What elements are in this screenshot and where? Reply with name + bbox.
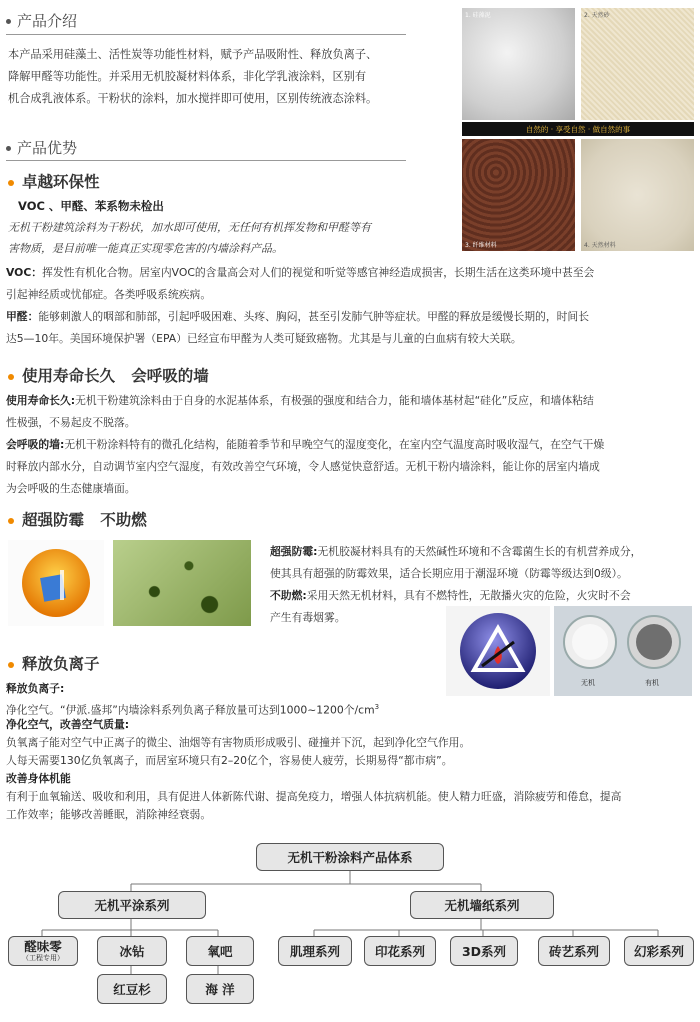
bullet-icon bbox=[6, 19, 11, 24]
eco-subtitle: VOC 、甲醛、苯系物未检出 bbox=[18, 199, 164, 213]
photo-sand: 2. 天然砂 bbox=[581, 8, 694, 120]
tree-node-iridescent: 幻彩系列 bbox=[624, 936, 694, 966]
orange-bullet-icon bbox=[8, 374, 14, 380]
divider bbox=[6, 34, 406, 35]
tree-root: 无机干粉涂料产品体系 bbox=[256, 843, 444, 871]
photo-fiber: 3. 纤维材料 bbox=[462, 139, 575, 251]
feature-title-ion: 释放负离子 bbox=[8, 652, 100, 674]
divider bbox=[6, 160, 406, 161]
tree-node-oxygen-bar: 氧吧 bbox=[186, 936, 254, 966]
material-photo-grid bbox=[462, 8, 694, 251]
tree-node-ice-drill: 冰钻 bbox=[97, 936, 167, 966]
bullet-icon bbox=[6, 146, 11, 151]
formaldehyde-text: 甲醛：能够刺激人的咽部和肺部，引起呼吸困难、头疼、胸闷，甚至引发肺气肿等症状。甲醛的释放是缓慢长期的，时间长 达5—10年。美国环境保护署（EPA）已经宣布甲醛为人类可疑致癌物。尤其是与儿童的白血病有较大关联。 bbox=[6, 310, 590, 345]
tree-node-yew: 红豆杉 bbox=[97, 974, 167, 1004]
no-fire-icon bbox=[446, 606, 550, 696]
tree-node-texture: 肌理系列 bbox=[278, 936, 352, 966]
tree-node-brick: 砖艺系列 bbox=[538, 936, 610, 966]
ion-text-bottom: 净化空气，改善空气质量: 负氧离子能对空气中正离子的微尘、油烟等有害物质形成吸引、碰撞并下沉，起到净化空气作用。 人每天需要130亿负氧离子，而居室环境只有2–20亿个，容易使人疲劳，长期易得“都市病”。 改善身体机能 有利于血氧输送、吸收和利用，具有促进人体新陈代谢、提高免疫力，增强人体抗病机能。使人精力旺盛，消除疲劳和倦怠，提高 工作效率；能够改善睡眠，消除神经衰弱。 bbox=[6, 718, 622, 821]
feature-title-eco: 卓越环保性 bbox=[8, 170, 100, 192]
tree-left-series: 无机平涂系列 bbox=[58, 891, 206, 919]
ion-text-top: 释放负离子: 净化空气。“伊派.盛邦”内墙涂料系列负离子释放量可达到1000~1200个$/cm^3$ bbox=[6, 682, 380, 717]
mold-photo bbox=[113, 540, 251, 626]
section-heading-intro: 产品介绍 bbox=[6, 10, 77, 31]
orange-bullet-icon bbox=[8, 518, 14, 524]
burn-compare-image: 无机 有机 bbox=[554, 606, 692, 696]
burn-test-icon bbox=[554, 606, 692, 696]
feature-title-mold: 超强防霉 不助燃 bbox=[8, 508, 147, 530]
intro-text: 本产品采用硅藻土、活性炭等功能性材料，赋予产品吸附性、释放负离子、 降解甲醛等功能性。并采用无机胶凝材料体系，非化学乳液涂料，区别有 机合成乳液体系。干粉状的涂料，加水搅拌即可使用，区别传统液态涂料。 bbox=[8, 48, 378, 105]
sun-shield-icon bbox=[8, 540, 104, 626]
eco-italic-text: 无机干粉建筑涂料为干粉状，加水即可使用，无任何有机挥发物和甲醛等有 害物质，是目前唯一能真正实现零危害的内墙涂料产品。 bbox=[8, 221, 371, 255]
tree-node-3d: 3D系列 bbox=[450, 936, 518, 966]
tree-node-ocean: 海 洋 bbox=[186, 974, 254, 1004]
feature-title-life: 使用寿命长久 会呼吸的墙 bbox=[8, 364, 209, 386]
tree-right-series: 无机墙纸系列 bbox=[410, 891, 554, 919]
photo-banner: 自然的 · 享受自然 · 做自然的事 bbox=[462, 122, 694, 136]
mold-text: 超强防霉:无机胶凝材料具有的天然碱性环境和不含霉菌生长的有机营养成分， 使其具有超强的防霉效果，适合长期应用于潮湿环境（防霉等级达到0级）。 不助燃:采用天然无机材料，具有不燃特性，无散播火灾的危险，火灾时不会 产生有毒烟雾。 bbox=[270, 545, 642, 624]
photo-diatom: 1. 硅藻泥 bbox=[462, 8, 575, 120]
photo-natural: 4. 天然材料 bbox=[581, 139, 694, 251]
tree-node-formaldehyde-zero: 醛味零 （工程专用） bbox=[8, 936, 78, 966]
orange-bullet-icon bbox=[8, 180, 14, 186]
tree-node-print: 印花系列 bbox=[364, 936, 436, 966]
section-heading-advantage: 产品优势 bbox=[6, 137, 77, 158]
no-fire-image bbox=[446, 606, 550, 696]
sun-shield-image bbox=[8, 540, 104, 626]
life-text: 使用寿命长久:无机干粉建筑涂料由于自身的水泥基体系，有极强的强度和结合力，能和墙体基材起“硅化”反应，和墙体粘结 性极强，不易起皮不脱落。 会呼吸的墙:无机干粉涂料特有的微孔化结构，能随着季节和早晚空气的湿度变化，在室内空气温度高时吸收湿气，在空气干燥 时释放内部水分，自动调节室内空气湿度，有效改善空气环境，令人感觉快意舒适。无机干粉内墙涂料，能让你的居室内墙成 为会呼吸的生态健康墙面。 bbox=[6, 394, 605, 495]
voc-text: VOC：挥发性有机化合物。居室内VOC的含量高会对人们的视觉和听觉等感官神经造成损害，长期生活在这类环境中甚至会 引起神经质或忧郁症。各类呼吸系统疾病。 bbox=[6, 266, 595, 301]
orange-bullet-icon bbox=[8, 662, 14, 668]
